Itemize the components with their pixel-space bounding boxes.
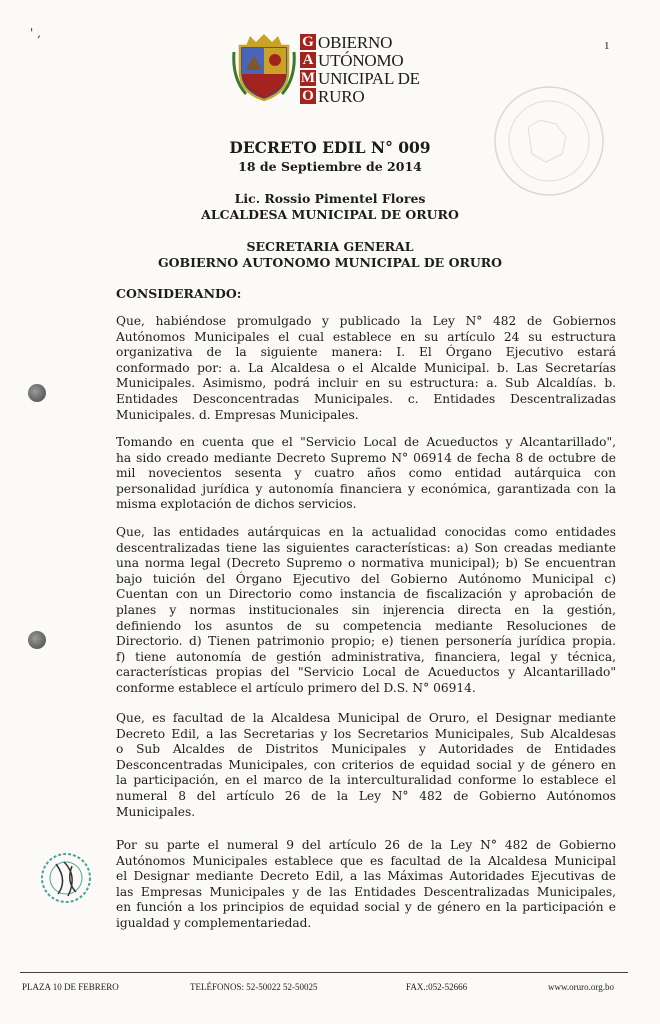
- footer-rule: [20, 972, 628, 973]
- text-line: Municipales. Asimismo, podrá incluir en su estructura: a. Sub Alcaldías. b.: [116, 376, 616, 391]
- considerando-heading: CONSIDERANDO:: [116, 286, 242, 301]
- org-line: OBIERNO: [318, 33, 393, 52]
- paragraph: [116, 711, 616, 820]
- mayor-role: ALCALDESA MUNICIPAL DE ORURO: [201, 207, 459, 222]
- text-line: mil novecientos sesenta y cuatro años como entidad autárquica con: [116, 466, 616, 481]
- ink-stamp-icon: [38, 850, 94, 906]
- footer-fax: FAX.:052-52666: [406, 982, 468, 992]
- secretaria-heading: SECRETARIA GENERAL: [246, 239, 414, 254]
- org-line: UNICIPAL DE: [318, 69, 420, 88]
- org-line: UTÓNOMO: [318, 51, 404, 70]
- text-line: conforme establece el artículo primero del D.S. N° 06914.: [116, 680, 476, 695]
- org-line: RURO: [318, 87, 365, 106]
- text-line: descentralizadas tiene las siguientes características: a) Son creadas mediante: [116, 540, 616, 555]
- text-line: numeral 8 del artículo 26 de la Ley N° 482 de Gobierno Autónomos: [116, 788, 616, 803]
- footer-website: www.oruro.org.bo: [548, 982, 614, 992]
- text-line: personalidad jurídica y autonomía financiera y económica, garantizada con la: [116, 481, 616, 496]
- paragraph: [116, 525, 616, 697]
- text-line: características propias del "Servicio Local de Acueductos y Alcantarillado": [116, 665, 616, 680]
- text-line: una norma legal (Decreto Supremo o normativa municipal); b) Se encuentran: [116, 556, 616, 571]
- text-line: Que, es facultad de la Alcaldesa Municipal de Oruro, el Designar mediante: [116, 711, 616, 725]
- text-line: conformado por: a. La Alcaldesa o el Alcalde Municipal. b. Las Secretarías: [116, 360, 616, 375]
- text-line: Municipales. d. Empresas Municipales.: [116, 407, 359, 422]
- top-margin-mark: ' ,: [30, 26, 41, 40]
- text-line: Desconcentradas Municipales, con criterios de equidad social y de género en: [116, 757, 616, 772]
- gamo-letter: G: [300, 34, 316, 50]
- text-line: Que, las entidades autárquicas en la actualidad conocidas como entidades: [116, 525, 616, 539]
- footer-address: PLAZA 10 DE FEBRERO: [22, 982, 119, 992]
- text-line: bajo tuición del Órgano Ejecutivo del Gobierno Autónomo Municipal c): [116, 571, 616, 586]
- text-line: Tomando en cuenta que el "Servicio Local de Acueductos y Alcantarillado",: [116, 435, 616, 449]
- text-line: planes y normas institucionales sin injerencia directa en la gestión,: [116, 602, 616, 617]
- text-line: Decreto Edil, a las Secretarias y los Secretarios Municipales, Sub Alcaldesas: [116, 726, 616, 741]
- text-line: f) tiene autonomía de gestión administrativa, financiera, legal y técnica,: [116, 649, 616, 664]
- gamo-letter: M: [300, 70, 316, 86]
- punch-hole: [28, 631, 46, 649]
- municipal-crest-icon: [232, 32, 296, 104]
- text-line: o Sub Alcaldes de Distritos Municipales y Autoridades de Entidades: [116, 742, 616, 757]
- punch-hole: [28, 384, 46, 402]
- text-line: misma explotación de dichos servicios.: [116, 497, 357, 512]
- gamo-letter-column: [300, 34, 316, 106]
- text-line: Que, habiéndose promulgado y publicado la Ley N° 482 de Gobiernos: [116, 314, 616, 328]
- text-line: organizativa de la siguiente manera: I. El Órgano Ejecutivo estará: [116, 345, 616, 360]
- paragraph: [116, 314, 616, 423]
- text-line: el Designar mediante Decreto Edil, a las Máximas Autoridades Ejecutivas de: [116, 869, 616, 884]
- text-line: Municipales.: [116, 804, 196, 819]
- paragraph: [116, 435, 616, 513]
- text-line: en función a los principios de equidad social y de género en la participación e: [116, 900, 616, 915]
- decree-title: DECRETO EDIL N° 009: [229, 138, 431, 157]
- government-heading: GOBIERNO AUTONOMO MUNICIPAL DE ORURO: [157, 255, 503, 270]
- text-line: igualdad y complementariedad.: [116, 915, 312, 930]
- text-line: Por su parte el numeral 9 del artículo 26 de la Ley N° 482 de Gobierno: [116, 838, 616, 852]
- gamo-letter: O: [300, 88, 316, 104]
- text-line: ha sido creado mediante Decreto Supremo N° 06914 de fecha 8 de octubre de: [116, 450, 616, 465]
- letterhead: [232, 32, 452, 108]
- text-line: Autónomos Municipales el cual establece en su artículo 24 su estructura: [116, 329, 616, 344]
- text-line: Autónomos Municipales establece que es facultad de la Alcaldesa Municipal: [116, 853, 616, 868]
- page-number: 1: [604, 40, 610, 52]
- text-line: Cuentan con un Directorio como instancia de fiscalización y aprobación de: [116, 587, 616, 602]
- text-line: las Empresas Municipales y de las Entidades Descentralizadas Municipales,: [116, 884, 616, 899]
- decree-date: 18 de Septiembre de 2014: [238, 159, 422, 174]
- gamo-letter: A: [300, 52, 316, 68]
- organization-name: [318, 34, 420, 106]
- text-line: Directorio. d) Tienen patrimonio propio; e) tienen personería jurídica propia.: [116, 634, 616, 649]
- footer-phones: TELÉFONOS: 52-50022 52-50025: [190, 982, 318, 992]
- mayor-name: Lic. Rossio Pimentel Flores: [234, 191, 426, 206]
- text-line: definiendo los asuntos de su competencia mediante Resoluciones de: [116, 618, 616, 633]
- text-line: Entidades Desconcentradas Municipales. c. Entidades Descentralizadas: [116, 391, 616, 406]
- text-line: la participación, en el marco de la interculturalidad conforme lo establece el: [116, 773, 616, 788]
- paragraph: [116, 838, 616, 932]
